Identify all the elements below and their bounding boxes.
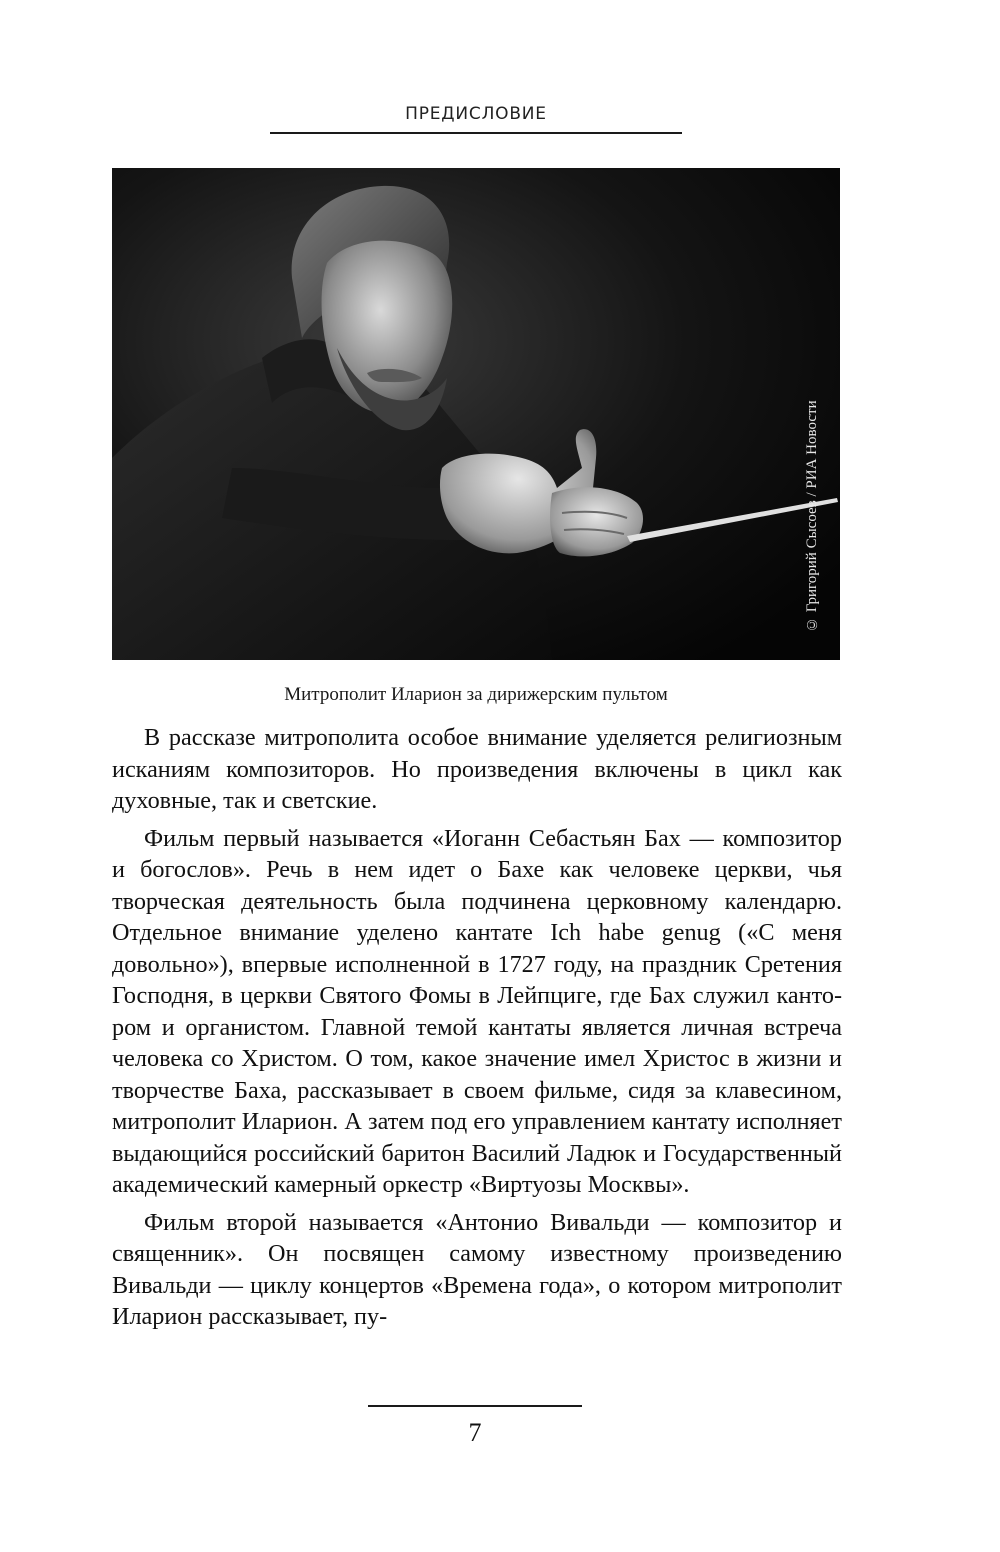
figure-caption: Митрополит Иларион за дирижерским пультом [284, 684, 668, 705]
paragraph: Фильм второй называется «Антонио Вивальди — композитор и священник». Он посвящен самому известному произведению Вивальди — циклу концертов «Времена года», о котором митрополит Иларион рассказывает, пу- [112, 1208, 842, 1330]
body-text [112, 722, 842, 1339]
conductor-photo [112, 168, 840, 660]
paragraph: В рассказе митрополита особое внимание уделяется религиозным исканиям композиторов. Но произведения включены в цикл как духовные, так и светские. [112, 724, 842, 814]
running-head: ПРЕДИСЛОВИЕ [405, 104, 547, 124]
paragraph: Фильм первый называется «Иоганн Себастьян Бах — композитор и богослов». Речь в нем идет о Бахе как человеке церкви, чья творческая деятельность была подчинена церковному календарю. Отдельное внимание уделено кантате Ich habe genug («С меня довольно»), впервые исполненной в 1727 году, на праздник Сретения Господня, в церкви Святого Фомы в Лейпциге, где Бах служил кантором и органистом. Главной темой кантаты является личная встреча человека со Христом. О том, какое значение имел Христос в жизни и творчестве Баха, рассказывает в своем фильме, сидя за клавесином, митрополит Иларион. А затем под его управлением кантату исполняет выдающийся российский баритон Василий Ладюк и Государственный академический камерный оркестр «Виртуозы Москвы». [112, 824, 842, 1198]
page-number: 7 [468, 1418, 482, 1447]
header-rule [270, 132, 682, 134]
footer-rule [368, 1405, 582, 1407]
photo-credit: © Григорий Сысоев / РИА Новости [804, 400, 820, 632]
conductor-photo-illustration [112, 168, 840, 660]
